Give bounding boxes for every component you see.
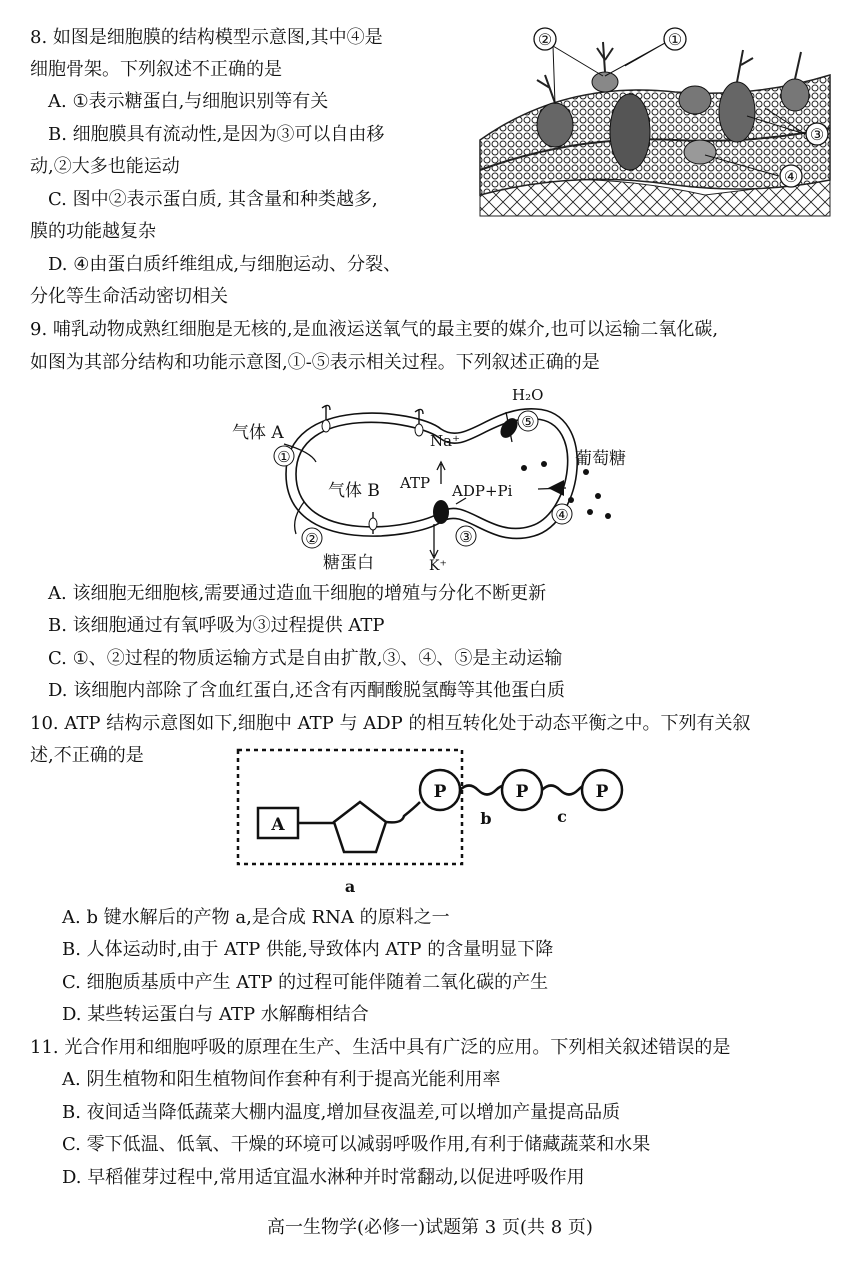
glucose-label: 葡萄糖: [575, 449, 626, 469]
q9-option-d: D. 该细胞内部除了含血红蛋白,还含有丙酮酸脱氢酶等其他蛋白质: [48, 680, 565, 701]
gas-a-label: 气体 A: [232, 423, 284, 443]
q11-option-a: A. 阴生植物和阳生植物间作套种有利于提高光能利用率: [62, 1069, 501, 1090]
bond-b-label: b: [480, 809, 492, 828]
q9-stem-line-1: 9. 哺乳动物成熟红细胞是无核的,是血液运送氧气的最主要的媒介,也可以运输二氧化碳,: [30, 319, 719, 340]
q10-stem-line-1: 10. ATP 结构示意图如下,细胞中 ATP 与 ADP 的相互转化处于动态平衡之中。下列有关叙: [30, 713, 751, 734]
q11-option-b: B. 夜间适当降低蔬菜大棚内温度,增加昼夜温差,可以增加产量提高品质: [62, 1102, 621, 1123]
process-4-label: ④: [555, 506, 569, 524]
process-1-label: ①: [277, 448, 291, 466]
adp-label: ADP+Pi: [452, 482, 513, 500]
membrane-label-1: ①: [667, 30, 683, 49]
q8-option-c-line-1: C. 图中②表示蛋白质, 其含量和种类越多,: [48, 189, 378, 210]
q11-stem: 11. 光合作用和细胞呼吸的原理在生产、生活中具有广泛的应用。下列相关叙述错误的是: [30, 1037, 731, 1058]
q9-stem-line-2: 如图为其部分结构和功能示意图,①-⑤表示相关过程。下列叙述正确的是: [30, 352, 600, 373]
membrane-label-4: ④: [783, 167, 799, 186]
adenine-label: A: [271, 815, 285, 835]
water-label: H₂O: [512, 386, 544, 404]
page-footer: 高一生物学(必修一)试题第 3 页(共 8 页): [267, 1217, 593, 1238]
q8-option-b-line-1: B. 细胞膜具有流动性,是因为③可以自由移: [48, 124, 385, 145]
q11-option-d: D. 早稻催芽过程中,常用适宜温水淋种并时常翻动,以促进呼吸作用: [62, 1167, 585, 1188]
q8-option-d-line-1: D. ④由蛋白质纤维组成,与细胞运动、分裂、: [48, 254, 402, 275]
q10-option-a: A. b 键水解后的产物 a,是合成 RNA 的原料之一: [62, 907, 450, 928]
q10-option-d: D. 某些转运蛋白与 ATP 水解酶相结合: [62, 1004, 369, 1025]
q10-option-c: C. 细胞质基质中产生 ATP 的过程可能伴随着二氧化碳的产生: [62, 972, 549, 993]
process-5-label: ⑤: [521, 413, 535, 431]
glycoprotein-label: 糖蛋白: [323, 553, 374, 573]
q8-option-b-line-2: 动,②大多也能运动: [30, 156, 180, 177]
q8-option-d-line-2: 分化等生命活动密切相关: [30, 286, 228, 307]
phosphate-3-label: P: [595, 782, 609, 802]
membrane-label-3: ③: [809, 125, 825, 144]
q9-option-c: C. ①、②过程的物质运输方式是自由扩散,③、④、⑤是主动运输: [48, 648, 563, 669]
process-3-label: ③: [459, 528, 473, 546]
phosphate-2-label: P: [515, 782, 529, 802]
potassium-label: K⁺: [429, 558, 447, 574]
membrane-label-2: ②: [537, 30, 553, 49]
red-blood-cell-figure: [226, 384, 634, 576]
atp-structure-figure: [232, 742, 632, 898]
q11-option-c: C. 零下低温、低氧、干燥的环境可以减弱呼吸作用,有利于储藏蔬菜和水果: [62, 1134, 651, 1155]
cell-membrane-figure: [475, 20, 835, 218]
q9-option-b: B. 该细胞通过有氧呼吸为③过程提供 ATP: [48, 615, 385, 636]
process-2-label: ②: [305, 530, 319, 548]
q8-stem-line-1: 8. 如图是细胞膜的结构模型示意图,其中④是: [30, 27, 383, 48]
q10-stem-line-2: 述,不正确的是: [30, 745, 144, 766]
q10-option-b: B. 人体运动时,由于 ATP 供能,导致体内 ATP 的含量明显下降: [62, 939, 554, 960]
q8-option-a: A. ①表示糖蛋白,与细胞识别等有关: [48, 91, 329, 112]
phosphate-1-label: P: [433, 782, 447, 802]
bond-c-label: c: [557, 807, 567, 826]
q8-stem-line-2: 细胞骨架。下列叙述不正确的是: [30, 59, 282, 80]
atp-label: ATP: [400, 474, 431, 492]
group-a-label: a: [344, 877, 356, 896]
sodium-label: Na⁺: [430, 432, 460, 450]
q8-option-c-line-2: 膜的功能越复杂: [30, 221, 156, 242]
gas-b-label: 气体 B: [328, 481, 380, 501]
q9-option-a: A. 该细胞无细胞核,需要通过造血干细胞的增殖与分化不断更新: [48, 583, 547, 604]
